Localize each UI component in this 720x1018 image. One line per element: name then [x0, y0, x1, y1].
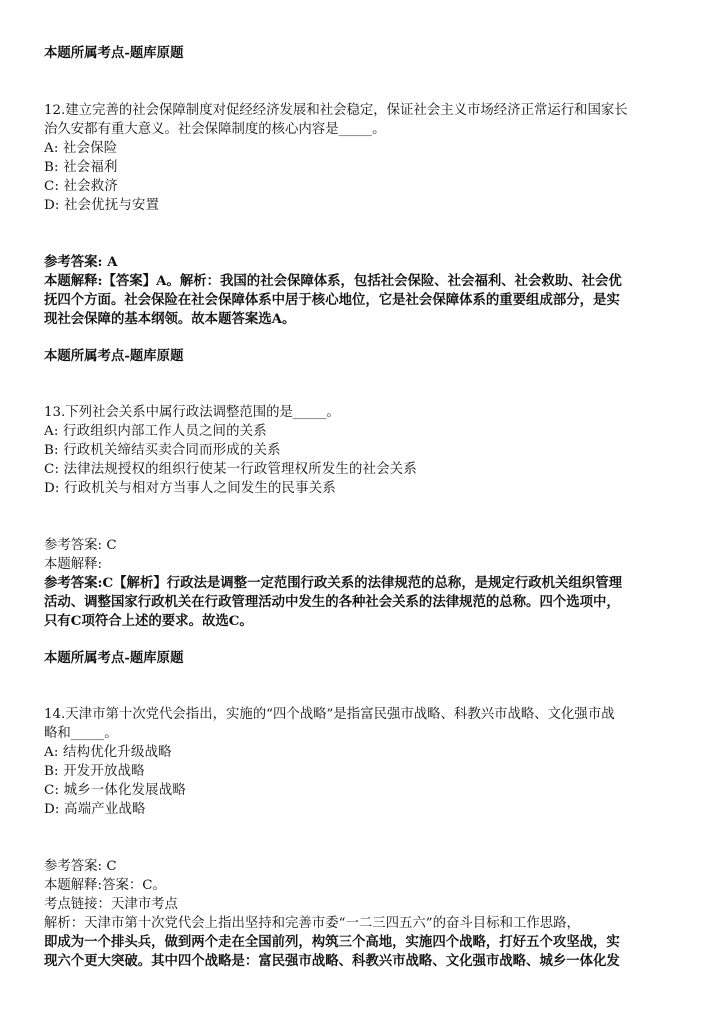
q14-stem-line-2: 略和_____。: [44, 726, 118, 741]
q12-option-b: B: 社会福利: [44, 160, 118, 175]
q13-stem: 13.下列社会关系中属行政法调整范围的是_____。: [44, 405, 340, 420]
q12-option-a: A: 社会保险: [44, 141, 118, 156]
q13-analysis-line-2: 活动、调整国家行政机关在行政管理活动中发生的各种社会关系的法律规范的总称。四个选项中，: [44, 594, 620, 610]
q11-source-line: 本题所属考点-题库原题: [44, 45, 184, 61]
q13-option-a: A: 行政组织内部工作人员之间的关系: [44, 424, 267, 439]
q13-source-line: 本题所属考点-题库原题: [44, 650, 184, 666]
q12-answer: 参考答案: A: [44, 254, 118, 270]
q14-explain-line-3: 现六个更大突破。其中四个战略是：富民强市战略、科教兴市战略、文化强市战略、城乡一体化发: [44, 953, 620, 969]
q12-option-c: C: 社会救济: [44, 179, 118, 194]
q13-analysis-line-1: 参考答案:C【解析】行政法是调整一定范围行政关系的法律规范的总称，是规定行政机关组织管理: [44, 575, 623, 591]
q14-link: 考点链接：天津市考点: [44, 897, 178, 912]
q12-stem-line-1: 12.建立完善的社会保障制度对促经经济发展和社会稳定，保证社会主义市场经济正常运行和国家长: [44, 103, 628, 118]
q12-analysis-line-3: 现社会保障的基本纲领。故本题答案选A。: [44, 311, 296, 327]
q12-option-d: D: 社会优抚与安置: [44, 198, 160, 213]
q13-option-b: B: 行政机关缔结买卖合同而形成的关系: [44, 443, 281, 458]
q14-analysis: 本题解释:答案：C。: [44, 878, 166, 893]
q14-option-d: D: 高端产业战略: [44, 802, 146, 817]
q13-analysis-line-3: 只有C项符合上述的要求。故选C。: [44, 613, 253, 629]
q13-option-c: C: 法律法规授权的组织行使某一行政管理权所发生的社会关系: [44, 462, 417, 477]
q12-analysis-line-1: 本题解释:【答案】A。解析：我国的社会保障体系，包括社会保险、社会福利、社会救助、社会优: [44, 273, 622, 289]
q13-answer: 参考答案: C: [44, 538, 117, 553]
q14-option-c: C: 城乡一体化发展战略: [44, 783, 186, 798]
q14-answer: 参考答案: C: [44, 859, 117, 874]
q14-explain-line-2: 即成为一个排头兵，做到两个走在全国前列，构筑三个高地，实施四个战略，打好五个攻坚战，实: [44, 934, 620, 950]
q12-stem-line-2: 治久安都有重大意义。社会保障制度的核心内容是_____。: [44, 122, 386, 137]
q14-explain-line-1: 解析：天津市第十次党代会上指出坚持和完善市委“一二三四五六”的奋斗目标和工作思路，: [44, 916, 580, 931]
q13-option-d: D: 行政机关与相对方当事人之间发生的民事关系: [44, 481, 336, 496]
q14-stem-line-1: 14.天津市第十次党代会指出，实施的“四个战略”是指富民强市战略、科教兴市战略、文化强市战: [44, 707, 615, 722]
q14-option-b: B: 开发开放战略: [44, 764, 145, 779]
q13-analysis-label: 本题解释:: [44, 557, 103, 572]
q12-source-line: 本题所属考点-题库原题: [44, 348, 184, 364]
q12-analysis-line-2: 抚四个方面。社会保险在社会保障体系中居于核心地位，它是社会保障体系的重要组成部分，是实: [44, 292, 620, 308]
q14-option-a: A: 结构优化升级战略: [44, 745, 172, 760]
